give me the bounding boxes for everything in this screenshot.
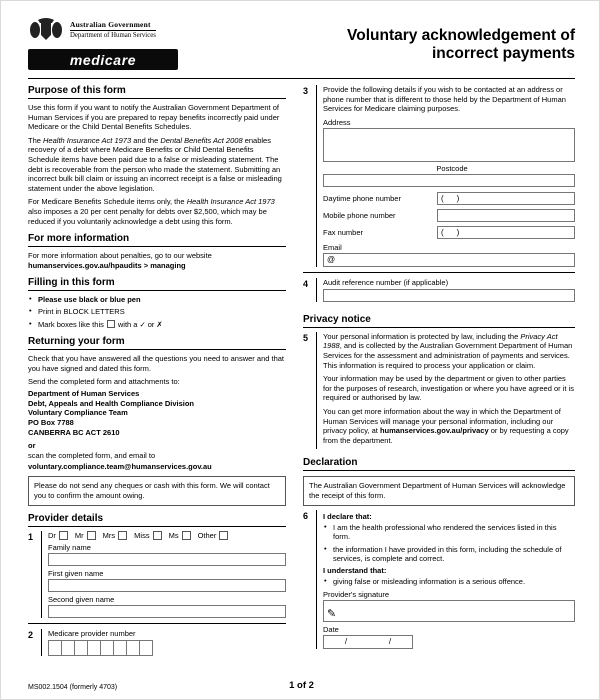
returning-paragraph-2: Send the completed form and attachments to: (28, 377, 180, 387)
header-rule (28, 78, 575, 79)
question-1 (28, 531, 286, 618)
question-5 (303, 332, 575, 450)
question-6-body (316, 510, 575, 649)
question-3 (303, 85, 575, 267)
provider-signature-input[interactable] (323, 600, 575, 622)
question-number: 1 (28, 531, 34, 542)
provider-number-cell[interactable] (126, 640, 140, 656)
right-column (303, 85, 575, 660)
form-footer (28, 677, 575, 691)
purpose-heading: Purpose of this form (28, 85, 286, 99)
question-number: 2 (28, 629, 34, 640)
returning-heading: Returning your form (28, 336, 286, 350)
form-title: Voluntary acknowledgement of incorrect payments (347, 27, 575, 63)
postcode-label: Postcode (436, 163, 468, 173)
coat-of-arms-icon (28, 16, 64, 42)
section-purpose (28, 85, 286, 226)
more-info-heading: For more information (28, 233, 286, 247)
fax-number-label: Fax number (323, 227, 364, 237)
privacy-heading: Privacy notice (303, 314, 575, 328)
date-input[interactable] (323, 635, 413, 649)
question-2-body (41, 629, 286, 656)
australian-government-crest (28, 16, 178, 42)
section-declaration (303, 457, 575, 648)
question-6 (303, 510, 575, 649)
question-number: 3 (303, 86, 309, 96)
daytime-phone-label: Daytime phone number (323, 193, 401, 203)
audit-reference-label: Audit reference number (if applicable) (323, 277, 449, 287)
declare-heading: I declare that: (323, 511, 372, 521)
form-columns (28, 85, 575, 660)
question-3-body (316, 85, 575, 267)
returning-paragraph-3: scan the completed form, and email to (28, 451, 156, 461)
website-privacy: humanservices.gov.au/privacy (379, 426, 489, 436)
question-2 (28, 629, 286, 656)
address-line: Voluntary Compliance Team (28, 408, 128, 418)
family-name-input[interactable] (48, 553, 286, 566)
checkbox-miss[interactable] (153, 531, 162, 540)
provider-number-cell[interactable] (48, 640, 62, 656)
question-4 (303, 278, 575, 302)
second-given-name-input[interactable] (48, 605, 286, 618)
question-separator (303, 272, 575, 273)
fax-number-input[interactable]: ( ) (437, 226, 575, 239)
provider-number-cell[interactable] (100, 640, 114, 656)
address-label: Address (323, 117, 351, 127)
provider-number-cell[interactable] (61, 640, 75, 656)
page-number: 1 of 2 (289, 680, 314, 691)
mobile-phone-input[interactable] (437, 209, 575, 222)
crest-divider (70, 30, 156, 31)
checkbox-mr[interactable] (87, 531, 96, 540)
question-number: 4 (303, 278, 309, 289)
filling-bullets (28, 295, 286, 329)
section-more-information (28, 233, 286, 270)
date-label: Date (323, 624, 339, 634)
email-label: Email (323, 242, 342, 252)
privacy-paragraph-2: Your information may be used by the department or given to other parties for the purposes of research, investigation or where you have agreed or it is required or authorised by law. (323, 374, 574, 403)
section-privacy-notice (303, 314, 575, 450)
left-column (28, 85, 286, 660)
title-label-miss: Miss (134, 530, 150, 540)
more-info-paragraph: For more information about penalties, go to our website humanservices.gov.au/hpaudits > managing (28, 251, 212, 270)
form-code: MS002.1504 (formerly 4703) (28, 684, 118, 691)
daytime-phone-input[interactable]: ( ) (437, 192, 575, 205)
or-text: or (28, 440, 36, 450)
date-separator: / (344, 637, 348, 647)
checkbox-ms[interactable] (182, 531, 191, 540)
form-header (28, 16, 575, 70)
provider-number-label: Medicare provider number (48, 628, 136, 638)
second-given-name-label: Second given name (48, 594, 115, 604)
crest-text (70, 20, 156, 39)
tick-icon: ✓ (139, 319, 146, 329)
website-hpaudits: humanservices.gov.au/hpaudits > managing (28, 260, 186, 270)
address-line: Department of Human Services (28, 388, 140, 398)
question-1-body (41, 531, 286, 618)
family-name-label: Family name (48, 542, 91, 552)
declaration-bullet: • I am the health professional who rendered the services listed in this form. (323, 523, 575, 542)
returning-paragraph-1: Check that you have answered all the questions you need to answer and that you have signed and dated this form. (28, 354, 284, 373)
first-given-name-label: First given name (48, 568, 104, 578)
address-line: Debt, Appeals and Health Compliance Division (28, 398, 195, 408)
purpose-paragraph-1: Use this form if you want to notify the Australian Government Department of Human Services if you are prepared to repay benefits incorrectly paid under Medicare or the Child Dental Benefits Schedules. (28, 103, 280, 132)
filling-bullet-pen: • Please use black or blue pen (28, 295, 286, 305)
understand-heading: I understand that: (323, 566, 387, 576)
declaration-bullets (323, 523, 575, 564)
gov-department: Department of Human Services (70, 31, 156, 39)
provider-signature-label: Provider's signature (323, 589, 390, 599)
address-input[interactable] (323, 128, 575, 162)
declaration-heading: Declaration (303, 457, 575, 471)
provider-number-cell[interactable] (139, 640, 153, 656)
question-5-body (316, 332, 575, 450)
title-label-other: Other (197, 530, 217, 540)
declaration-bullet: • the information I have provided in this form, including the schedule of services, is complete and correct. (323, 545, 575, 564)
acknowledgement-note: The Australian Government Department of Human Services will acknowledge the receipt of this form. (303, 476, 575, 506)
contact-details-intro: Provide the following details if you wish to be contacted at an address or phone number that is different to those held by the Department of Human Services for Medicare claiming purposes. (323, 85, 566, 114)
question-number: 6 (303, 510, 309, 521)
mobile-phone-label: Mobile phone number (323, 210, 396, 220)
purpose-paragraph-2: The Health Insurance Act 1973 and the Dental Benefits Act 2008 enables recovery of a debt where Medicare Benefits or Child Dental Benefits Schedule items have been paid due to a false or misleading statement. The debt is recoverable from the person who made the statement. Submitting an incorrect bulk bill claim or issuing an incorrect receipt is a false or misleading statement under the above legislation. (28, 135, 282, 193)
example-checkbox (107, 320, 115, 328)
checkbox-mrs[interactable] (118, 531, 127, 540)
date-separator: / (388, 637, 392, 647)
provider-number-cell[interactable] (113, 640, 127, 656)
provider-details-heading: Provider details (28, 513, 286, 527)
section-provider-details (28, 513, 286, 656)
understand-bullets (323, 577, 575, 587)
title-label-mrs: Mrs (102, 530, 116, 540)
compliance-email: voluntary.compliance.team@humanservices.gov.au (28, 461, 212, 471)
address-line: CANBERRA BC ACT 2610 (28, 427, 120, 437)
mobile-phone-row (323, 209, 575, 222)
filling-bullet-block-letters: • Print in BLOCK LETTERS (28, 307, 286, 317)
title-label-mr: Mr (74, 530, 84, 540)
header-left (28, 16, 178, 70)
postcode-input[interactable] (323, 174, 575, 187)
fax-number-row (323, 226, 575, 239)
question-number: 5 (303, 332, 309, 343)
address-line: PO Box 7788 (28, 418, 74, 428)
signature-pen-icon: ✎ (327, 607, 337, 620)
medicare-logo: medicare (28, 49, 178, 70)
checkbox-other[interactable] (219, 531, 228, 540)
title-label-ms: Ms (168, 530, 179, 540)
privacy-paragraph-3: You can get more information about the way in which the Department of Human Services will manage your personal information, including our privacy policy, at humanservices.gov.au/privacy or by requesting a copy from the department. (323, 406, 569, 445)
first-given-name-input[interactable] (48, 579, 286, 592)
filling-bullet-mark-boxes: • Mark boxes like this with a ✓ or ✗ (28, 320, 286, 330)
at-symbol: @ (327, 255, 336, 265)
daytime-phone-row (323, 192, 575, 205)
section-returning (28, 336, 286, 506)
audit-reference-input[interactable] (323, 289, 575, 302)
understand-bullet: • giving false or misleading information is a serious offence. (323, 577, 575, 587)
privacy-paragraph-1: Your personal information is protected by law, including the Privacy Act 1988, and is collected by the Australian Government Department of Human Services for the assessment and administration of payments and services. This information is required to process your application or claim. (323, 331, 573, 370)
question-separator (28, 623, 286, 624)
filling-heading: Filling in this form (28, 277, 286, 291)
no-cheques-note: Please do not send any cheques or cash with this form. We will contact you to confirm the amount owing. (28, 476, 286, 506)
title-label-dr: Dr (48, 530, 56, 540)
postal-address (28, 389, 286, 438)
provider-number-cell[interactable] (74, 640, 88, 656)
provider-number-cell[interactable] (87, 640, 101, 656)
cross-icon: ✗ (156, 319, 163, 329)
checkbox-dr[interactable] (59, 531, 68, 540)
section-filling-in (28, 277, 286, 329)
question-4-body (316, 278, 575, 302)
provider-number-comb (48, 640, 286, 656)
purpose-paragraph-3: For Medicare Benefits Schedule items only, the Health Insurance Act 1973 also imposes a 20 per cent penalty for debts over $2,500, which may be reduced if you voluntarily acknowledge a debt using this form. (28, 197, 275, 226)
gov-name: Australian Government (70, 19, 151, 29)
title-options-row (48, 531, 286, 540)
email-input[interactable] (323, 253, 575, 267)
